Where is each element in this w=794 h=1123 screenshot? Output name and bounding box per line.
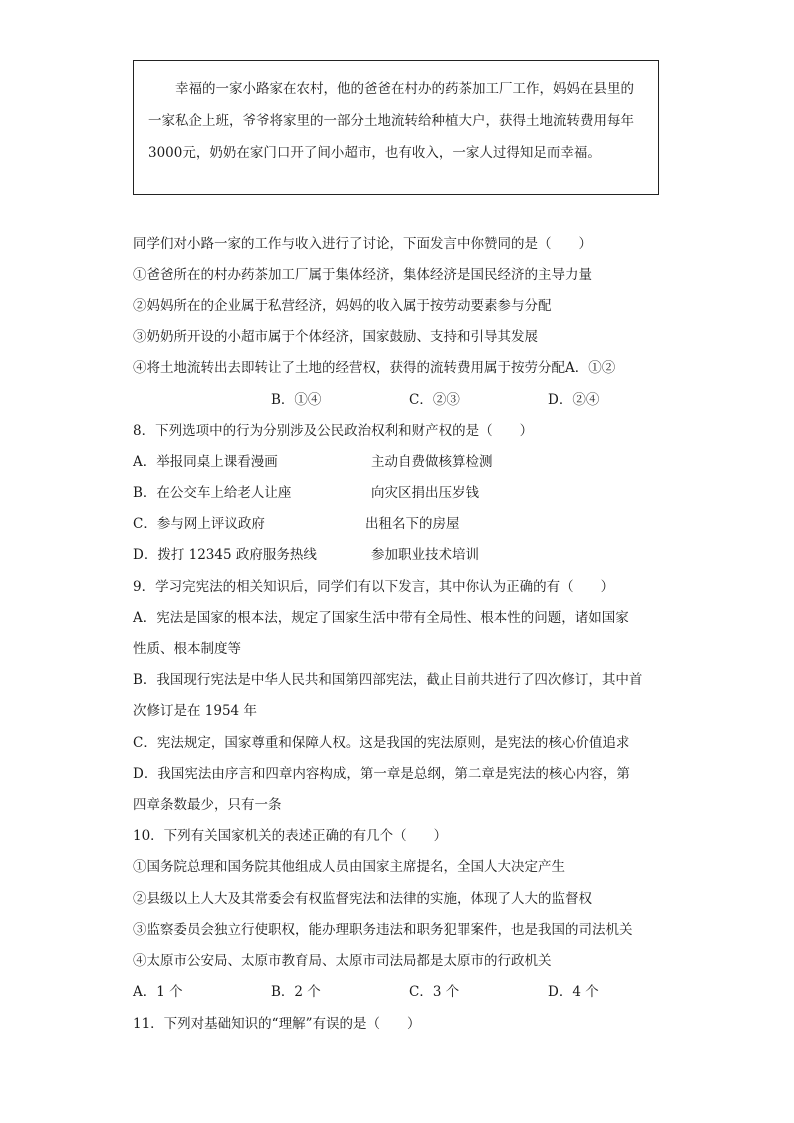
q7-option-b: B．①④	[271, 392, 322, 408]
q8-option-a-left: A．举报同桌上课看漫画	[133, 454, 278, 470]
q10-option-b: B．2 个	[271, 984, 321, 1000]
q7-stem: 同学们对小路一家的工作与收入进行了讨论，下面发言中你赞同的是（ ）	[133, 236, 592, 252]
passage-box	[133, 60, 659, 195]
q9-line-1: A．宪法是国家的根本法，规定了国家生活中带有全局性、根本性的问题，诸如国家	[133, 610, 629, 626]
q7-option-c: C．②③	[409, 392, 460, 408]
q9-line-7: 四章条数最少，只有一条	[133, 797, 282, 813]
q8-option-a-right: 主动自费做核算检测	[371, 454, 493, 470]
q10-item-1: ①国务院总理和国务院其他组成人员由国家主席提名，全国人大决定产生	[133, 859, 565, 875]
q10-option-c: C．3 个	[409, 984, 460, 1000]
q7-item-2: ②妈妈所在的企业属于私营经济，妈妈的收入属于按劳动要素参与分配	[133, 298, 552, 314]
q10-item-3: ③监察委员会独立行使职权，能办理职务违法和职务犯罪案件，也是我国的司法机关	[133, 922, 633, 938]
q8-stem: 8．下列选项中的行为分别涉及公民政治权利和财产权的是（ ）	[133, 423, 534, 439]
q9-line-6: D．我国宪法由序言和四章内容构成，第一章是总纲，第二章是宪法的核心内容，第	[133, 766, 630, 782]
q9-line-2: 性质、根本制度等	[133, 641, 241, 657]
q10-option-d: D．4 个	[548, 984, 599, 1000]
passage-text: 幸福的一家小路家在农村，他的爸爸在村办的药茶加工厂工作，妈妈在县里的一家私企上班，爷爷将家里的一部分土地流转给种植大户，获得土地流转费用每年3000元，奶奶在家门口开了间小超市，也有收入，一家人过得知足而幸福。	[148, 81, 634, 161]
q7-option-d: D．②④	[548, 392, 600, 408]
q10-option-a: A．1 个	[133, 984, 183, 1000]
q9-line-5: C．宪法规定，国家尊重和保障人权。这是我国的宪法原则，是宪法的核心价值追求	[133, 735, 630, 751]
q10-stem: 10．下列有关国家机关的表述正确的有几个（ ）	[133, 828, 448, 844]
q7-item-1: ①爸爸所在的村办药茶加工厂属于集体经济，集体经济是国民经济的主导力量	[133, 267, 592, 283]
q10-item-2: ②县级以上人大及其常委会有权监督宪法和法律的实施，体现了人大的监督权	[133, 891, 592, 907]
q11-stem: 11．下列对基础知识的“理解”有误的是（ ）	[133, 1016, 421, 1032]
q9-line-4: 次修订是在 1954 年	[133, 703, 257, 719]
q9-line-3: B．我国现行宪法是中华人民共和国第四部宪法，截止目前共进行了四次修订，其中首	[133, 672, 643, 688]
q7-option-a: A．①②	[565, 360, 616, 376]
q7-item-4-with-option-a	[133, 358, 615, 378]
q7-item-3: ③奶奶所开设的小超市属于个体经济，国家鼓励、支持和引导其发展	[133, 329, 538, 345]
q8-option-b-left: B．在公交车上给老人让座	[133, 485, 292, 501]
q8-option-b-right: 向灾区捐出压岁钱	[371, 485, 479, 501]
q10-item-4: ④太原市公安局、太原市教育局、太原市司法局都是太原市的行政机关	[133, 953, 552, 969]
q9-stem: 9．学习完宪法的相关知识后，同学们有以下发言，其中你认为正确的有（ ）	[133, 579, 615, 595]
q8-option-d-right: 参加职业技术培训	[371, 547, 479, 563]
q8-option-d-left: D．拨打 12345 政府服务热线	[133, 547, 317, 563]
q7-item-4: ④将土地流转出去即转让了土地的经营权，获得的流转费用属于按劳分配	[133, 360, 565, 376]
q8-option-c-left: C．参与网上评议政府	[133, 516, 265, 532]
q8-option-c-right: 出租名下的房屋	[365, 516, 460, 532]
